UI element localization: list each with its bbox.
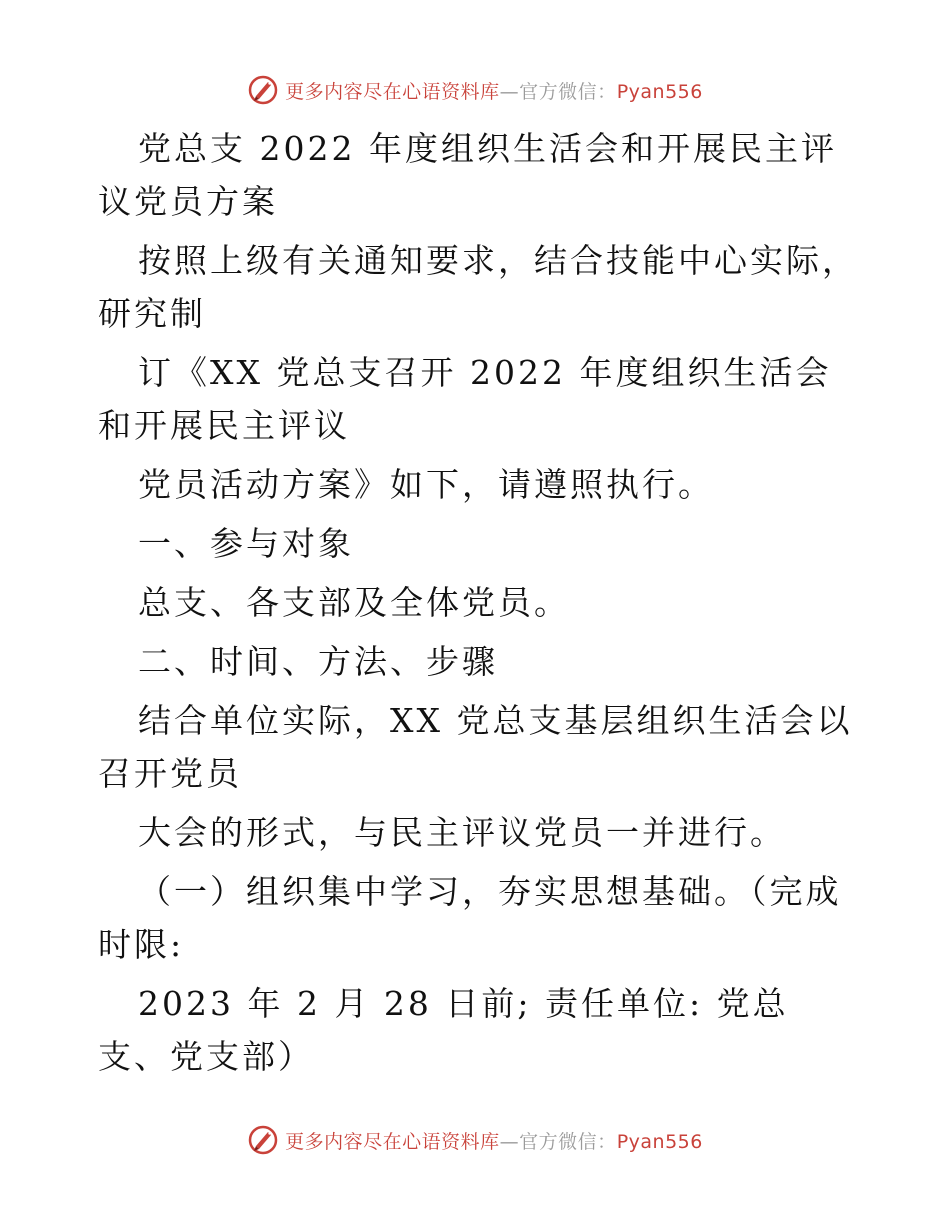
section-heading: 一、参与对象 [138, 524, 354, 563]
watermark-account: Pyan556 [616, 80, 703, 103]
watermark-grey-text: —官方微信： [499, 1130, 617, 1153]
paragraph: 党员活动方案》如下，请遵照执行。 [138, 465, 714, 504]
pen-logo-icon [247, 1124, 279, 1156]
watermark-header [0, 72, 950, 108]
paragraph: 按照上级有关通知要求，结合技能中心实际，研究制 [98, 241, 858, 333]
watermark-grey-text: —官方微信： [499, 80, 617, 103]
watermark-footer [0, 1122, 950, 1158]
paragraph: 大会的形式，与民主评议党员一并进行。 [138, 813, 786, 852]
document-title: 党总支 2022 年度组织生活会和开展民主评议党员方案 [98, 129, 837, 221]
paragraph: 总支、各支部及全体党员。 [138, 583, 570, 622]
document-body [98, 122, 858, 1089]
watermark-text [285, 1127, 703, 1154]
subsection-heading: （一）组织集中学习，夯实思想基础。（完成时限: [98, 872, 842, 964]
watermark-red-text: 更多内容尽在心语资料库 [285, 1130, 500, 1153]
watermark-account: Pyan556 [616, 1130, 703, 1153]
watermark-red-text: 更多内容尽在心语资料库 [285, 80, 500, 103]
paragraph: 2023 年 2 月 28 日前; 责任单位: 党总支、党支部） [98, 984, 789, 1076]
section-heading: 二、时间、方法、步骤 [138, 642, 498, 681]
paragraph: 订《XX 党总支召开 2022 年度组织生活会和开展民主评议 [98, 353, 832, 445]
paragraph: 结合单位实际，XX 党总支基层组织生活会以召开党员 [98, 701, 853, 793]
watermark-text [285, 77, 703, 104]
pen-logo-icon [247, 74, 279, 106]
